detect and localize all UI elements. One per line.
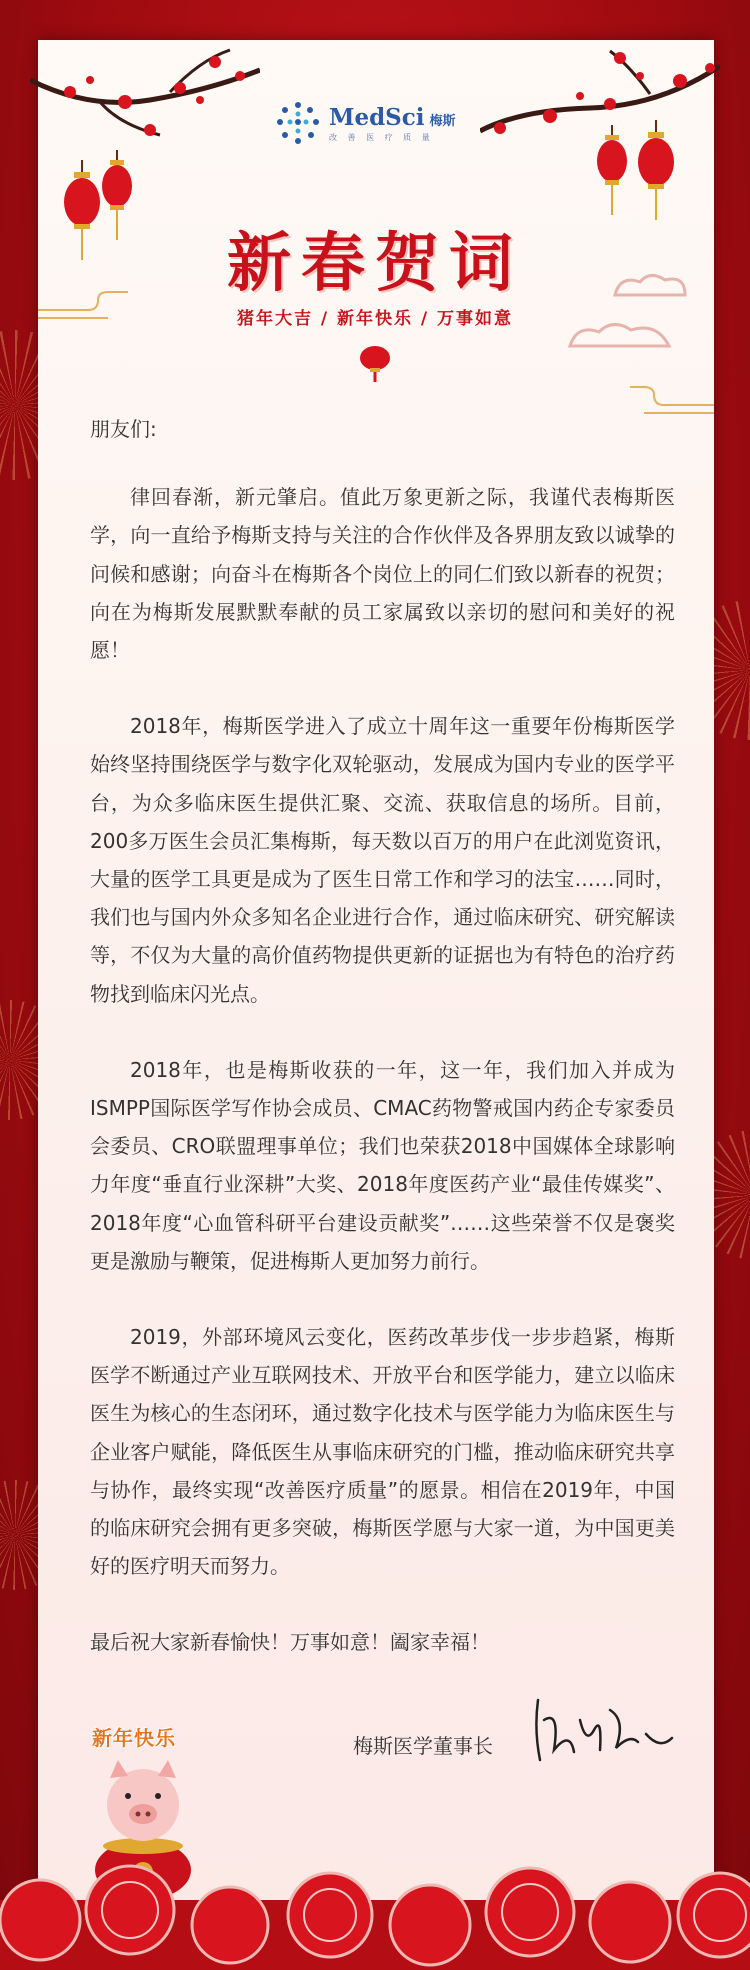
brand-logo	[275, 100, 456, 146]
letter-closing: 最后祝大家新春愉快！万事如意！阖家幸福！	[90, 1630, 490, 1655]
letter-paragraph: 律回春渐，新元肇启。值此万象更新之际，我谨代表梅斯医学，向一直给予梅斯支持与关注的合作伙伴及各界朋友致以诚挚的问候和感谢；向奋斗在梅斯各个岗位上的同仁们致以新春的祝贺；向在为梅斯发展默默奉献的员工家属致以亲切的慰问和美好的祝愿！	[90, 485, 675, 663]
page-subtitle: 猪年大吉 / 新年快乐 / 万事如意	[236, 309, 514, 329]
letter-paragraph: 2018年，也是梅斯收获的一年，这一年，我们加入并成为ISMPP国际医学写作协会成员、CMAC药物警戒国内药企专家委员会委员、CRO联盟理事单位；我们也荣获2018中国媒体全球影响力年度“垂直行业深耕”大奖、2018年度医药产业“最佳传媒奖”、2018年度“心血管科研平台建设贡献奖”……这些荣誉不仅是褒奖更是激励与鞭策，促进梅斯人更加努力前行。	[90, 1057, 675, 1273]
brand-tagline: 改 善 医 疗 质 量	[329, 132, 434, 142]
letter-paragraph: 2018年，梅斯医学进入了成立十周年这一重要年份梅斯医学始终坚持围绕医学与数字化双轮驱动，发展成为国内专业的医学平台，为众多临床医生提供汇聚、交流、获取信息的场所。目前，200多万医生会员汇集梅斯，每天数以百万的用户在此浏览资讯，大量的医学工具更是成为了医生日常工作和学习的法宝……同时，我们也与国内外众多知名企业进行合作，通过临床研究、研究解读等，不仅为大量的高价值药物提供更新的证据也为有特色的治疗药物找到临床闪光点。	[90, 714, 675, 1006]
cloud-decoration	[38, 290, 128, 320]
lantern-icon	[595, 125, 629, 215]
handwritten-signature	[530, 1690, 680, 1770]
medsci-logo-icon	[275, 100, 321, 146]
signer-title: 梅斯医学董事长	[353, 1734, 493, 1758]
cloud-decoration	[610, 270, 690, 300]
letter-body	[90, 410, 675, 1700]
letter-salutation: 朋友们:	[90, 417, 157, 441]
letter-paragraph: 2019，外部环境风云变化，医药改革步伐一步步趋紧，梅斯医学不断通过产业互联网技术、开放平台和医学能力，建立以临床医生为核心的生态闭环，通过数字化技术与医学能力为临床医生与企业客户赋能，降低医生从事临床研究的门槛，推动临床研究共享与协作，最终实现“改善医疗质量”的愿景。相信在2019年，中国的临床研究会拥有更多突破，梅斯医学愿与大家一道，为中国更美好的医疗明天而努力。	[90, 1325, 675, 1579]
brand-name-cn: 梅斯	[429, 113, 456, 129]
brand-name: MedSci	[329, 103, 425, 131]
fortune-bag-icon	[358, 338, 392, 382]
page-title: 新春贺词	[227, 226, 523, 301]
new-year-badge: 新年快乐	[92, 1726, 176, 1750]
lantern-icon	[636, 120, 676, 220]
cloud-border-decoration	[0, 1830, 750, 1970]
plum-branch-left	[30, 40, 260, 150]
cloud-decoration	[565, 318, 675, 352]
